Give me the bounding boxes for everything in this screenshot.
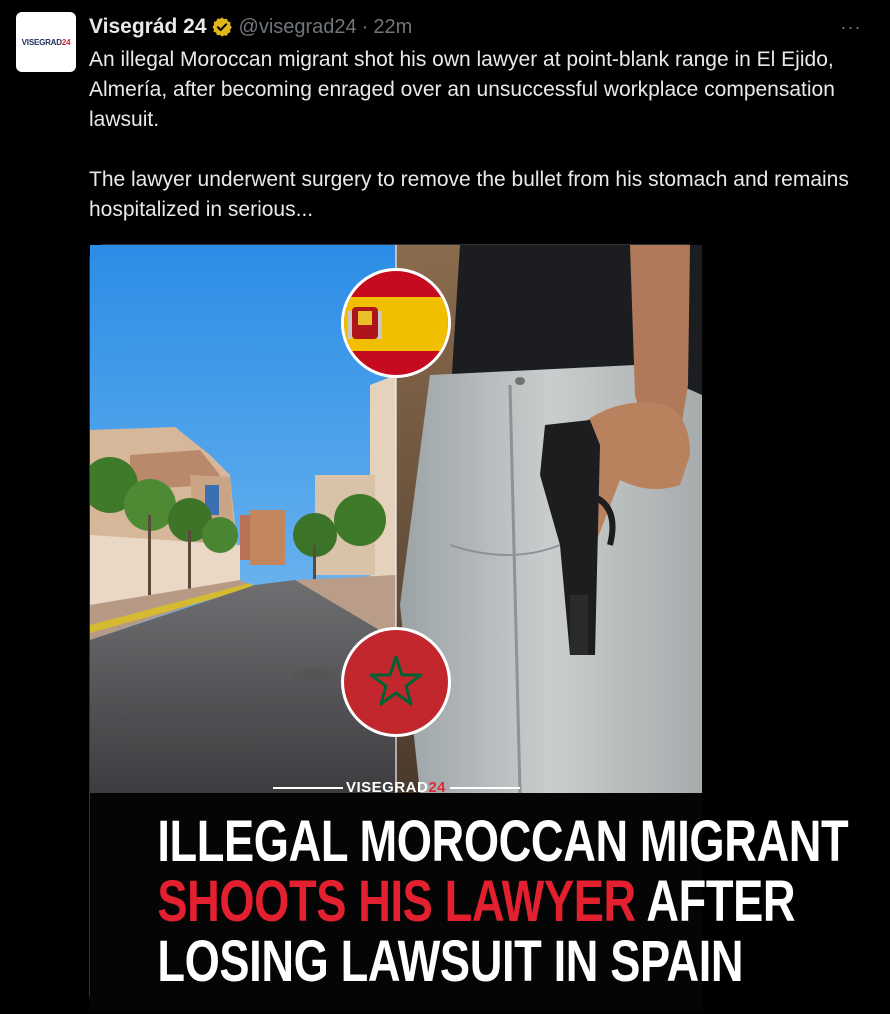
separator-dot: · [361,15,369,38]
tweet-paragraph-1: An illegal Moroccan migrant shot his own lawyer at point-blank range in El Ejido, Almería, after becoming enraged over an unsuccessful workplace compensation lawsuit. [89,48,835,131]
tweet-paragraph-2: The lawyer underwent surgery to remove the bullet from his stomach and remains hospitalized in serious... [89,168,849,221]
media-caption [90,779,849,1011]
display-name[interactable]: Visegrád 24 [89,15,207,38]
tweet-header [89,12,412,42]
headline-white-text: AFTER [635,869,796,934]
brand-line-right [450,787,520,789]
media-photo [90,245,702,793]
headline-red-text: SHOOTS HIS LAWYER [157,869,636,934]
morocco-flag-icon [341,627,451,737]
tweet-media-image[interactable] [89,244,849,1010]
headline-line-1: ILLEGAL MOROCCAN MIGRANT [157,809,849,874]
avatar[interactable] [16,12,76,72]
headline-line-2 [157,869,796,934]
timestamp[interactable]: 22m [373,15,413,38]
avatar-logo: VISEGRAD24 [21,37,71,47]
verified-badge-icon[interactable] [211,16,233,38]
tweet-text [89,45,864,225]
more-options-icon[interactable]: ··· [840,16,862,37]
headline-line-3: LOSING LAWSUIT IN SPAIN [157,929,744,994]
brand-logo: VISEGRAD24 [345,779,447,796]
handle[interactable]: @visegrad24 [238,15,357,38]
